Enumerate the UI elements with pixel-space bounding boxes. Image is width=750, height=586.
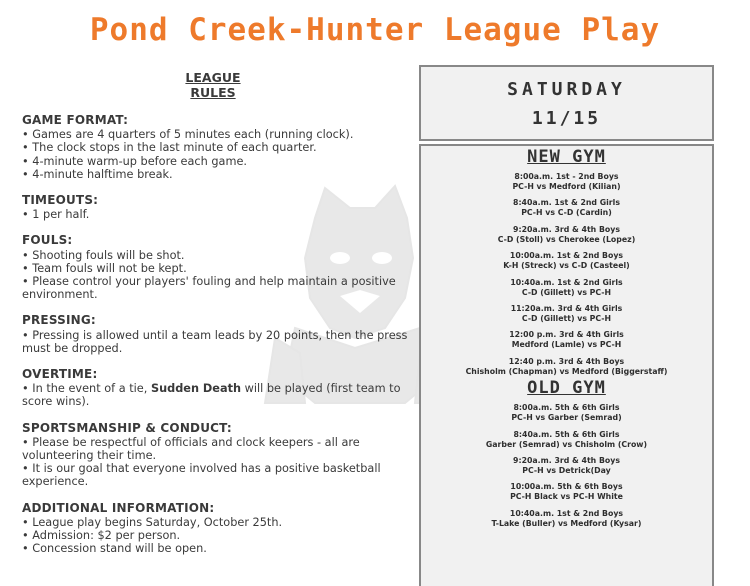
game-matchup: C-D (Gillett) vs PC-H: [521, 287, 612, 297]
rule-line: • Concession stand will be open.: [22, 542, 207, 556]
rules-section-pressing: [22, 314, 414, 355]
rules-section-sportsmanship: [22, 422, 414, 489]
rules-list: [22, 114, 414, 568]
rule-line: • 4-minute halftime break.: [22, 167, 173, 181]
rule-line: • Shooting fouls will be shot.: [22, 248, 185, 262]
game-matchup: C-D (Stoll) vs Cherokee (Lopez): [497, 234, 636, 244]
gym-title-old: OLD GYM: [527, 378, 606, 399]
section-title: TIMEOUTS:: [22, 193, 99, 208]
rules-section-game-format: [22, 114, 414, 181]
overtime-text-before: • In the event of a tie,: [22, 382, 151, 396]
game-matchup: PC-H vs C-D (Cardin): [521, 208, 612, 218]
schedule-game: [421, 509, 712, 529]
game-matchup: T-Lake (Buller) vs Medford (Kysar): [491, 518, 642, 528]
game-time: 8:00a.m. 1st - 2nd Boys: [514, 172, 619, 181]
game-matchup: C-D (Gillett) vs PC-H: [521, 313, 612, 323]
rule-line: • Team fouls will not be kept.: [22, 261, 187, 275]
schedule-game: [421, 330, 712, 350]
rules-heading-line-2: RULES: [190, 85, 236, 100]
rule-line: • League play begins Saturday, October 25th.: [22, 515, 283, 529]
rule-line: • Pressing is allowed until a team leads by 20 points, then the press must be dropped.: [22, 328, 408, 355]
game-matchup: Chisholm (Chapman) vs Medford (Biggerstaff): [465, 366, 668, 376]
game-matchup: PC-H vs Garber (Semrad): [511, 413, 622, 423]
section-title: FOULS:: [22, 233, 73, 248]
rule-line: • 1 per half.: [22, 208, 90, 222]
game-matchup: PC-H vs Medford (Kilian): [512, 182, 621, 191]
game-time: 8:00a.m. 5th & 6th Girls: [513, 403, 620, 413]
game-time: 10:40a.m. 1st & 2nd Boys: [509, 508, 624, 518]
game-time: 9:20a.m. 3rd & 4th Boys: [513, 224, 620, 234]
game-time: 12:40 p.m. 3rd & 4th Boys: [508, 356, 625, 366]
rule-line: • The clock stops in the last minute of each quarter.: [22, 141, 317, 155]
game-time: 12:00 p.m. 3rd & 4th Girls: [509, 330, 624, 340]
game-time: 10:00a.m. 1st & 2nd Boys: [509, 251, 624, 261]
schedule-game: [421, 172, 712, 192]
game-matchup: K-H (Streck) vs C-D (Casteel): [503, 261, 630, 271]
rule-line: • It is our goal that everyone involved has a positive basketball experience.: [22, 462, 381, 489]
game-time: 11:20a.m. 3rd & 4th Girls: [510, 303, 623, 313]
rules-heading: [150, 70, 276, 100]
game-matchup: Medford (Lamle) vs PC-H: [511, 340, 622, 350]
schedule-game: [421, 403, 712, 423]
rules-section-fouls: [22, 234, 414, 301]
game-matchup: PC-H Black vs PC-H White: [510, 492, 623, 502]
game-time: 10:00a.m. 5th & 6th Boys: [510, 482, 623, 492]
rule-line-overtime: [22, 382, 414, 408]
rules-section-timeouts: [22, 194, 414, 221]
overtime-text-after: will be played (first team to score wins).: [22, 382, 401, 409]
schedule-game: [421, 430, 712, 450]
schedule-date: 11/15: [531, 108, 602, 129]
game-matchup: PC-H vs Detrick(Day: [522, 465, 611, 475]
schedule-game: [421, 225, 712, 245]
old-gym-games: [421, 403, 712, 529]
section-title: OVERTIME:: [22, 367, 98, 382]
rule-line: • Games are 4 quarters of 5 minutes each (running clock).: [22, 128, 354, 142]
rule-line: • Please control your players' fouling and help maintain a positive environment.: [22, 275, 396, 302]
page-title: Pond Creek-Hunter League Play: [89, 12, 661, 48]
rules-section-additional-info: [22, 502, 414, 556]
schedule-panel: [419, 144, 714, 586]
rule-line: • Please be respectful of officials and clock keepers - all are volunteering their time.: [22, 435, 360, 463]
new-gym-games: [421, 172, 712, 377]
schedule-game: [421, 198, 712, 218]
gym-title-new: NEW GYM: [527, 147, 606, 167]
sudden-death-emphasis: Sudden Death: [150, 382, 242, 396]
section-title: ADDITIONAL INFORMATION:: [22, 500, 215, 515]
schedule-game: [421, 456, 712, 476]
section-title: GAME FORMAT:: [22, 113, 129, 127]
schedule-game: [421, 251, 712, 271]
rule-line: • 4-minute warm-up before each game.: [22, 154, 247, 168]
game-time: 8:40a.m. 1st & 2nd Girls: [513, 198, 620, 208]
rule-line: • Admission: $2 per person.: [22, 529, 181, 543]
game-time: 8:40a.m. 5th & 6th Girls: [513, 429, 620, 439]
game-time: 10:40a.m. 1st & 2nd Girls: [510, 277, 623, 287]
rules-section-overtime: [22, 368, 414, 409]
section-title: PRESSING:: [22, 313, 96, 328]
schedule-day-box: [419, 65, 714, 141]
schedule-game: [421, 304, 712, 324]
game-time: 9:20a.m. 3rd & 4th Boys: [513, 455, 620, 465]
schedule-game: [421, 357, 712, 377]
schedule-game: [421, 482, 712, 502]
game-matchup: Garber (Semrad) vs Chisholm (Crow): [485, 439, 648, 449]
schedule-game: [421, 278, 712, 298]
rules-heading-line-1: LEAGUE: [185, 70, 241, 85]
schedule-day: SATURDAY: [507, 79, 626, 100]
section-title: SPORTSMANSHIP & CONDUCT:: [22, 420, 232, 435]
